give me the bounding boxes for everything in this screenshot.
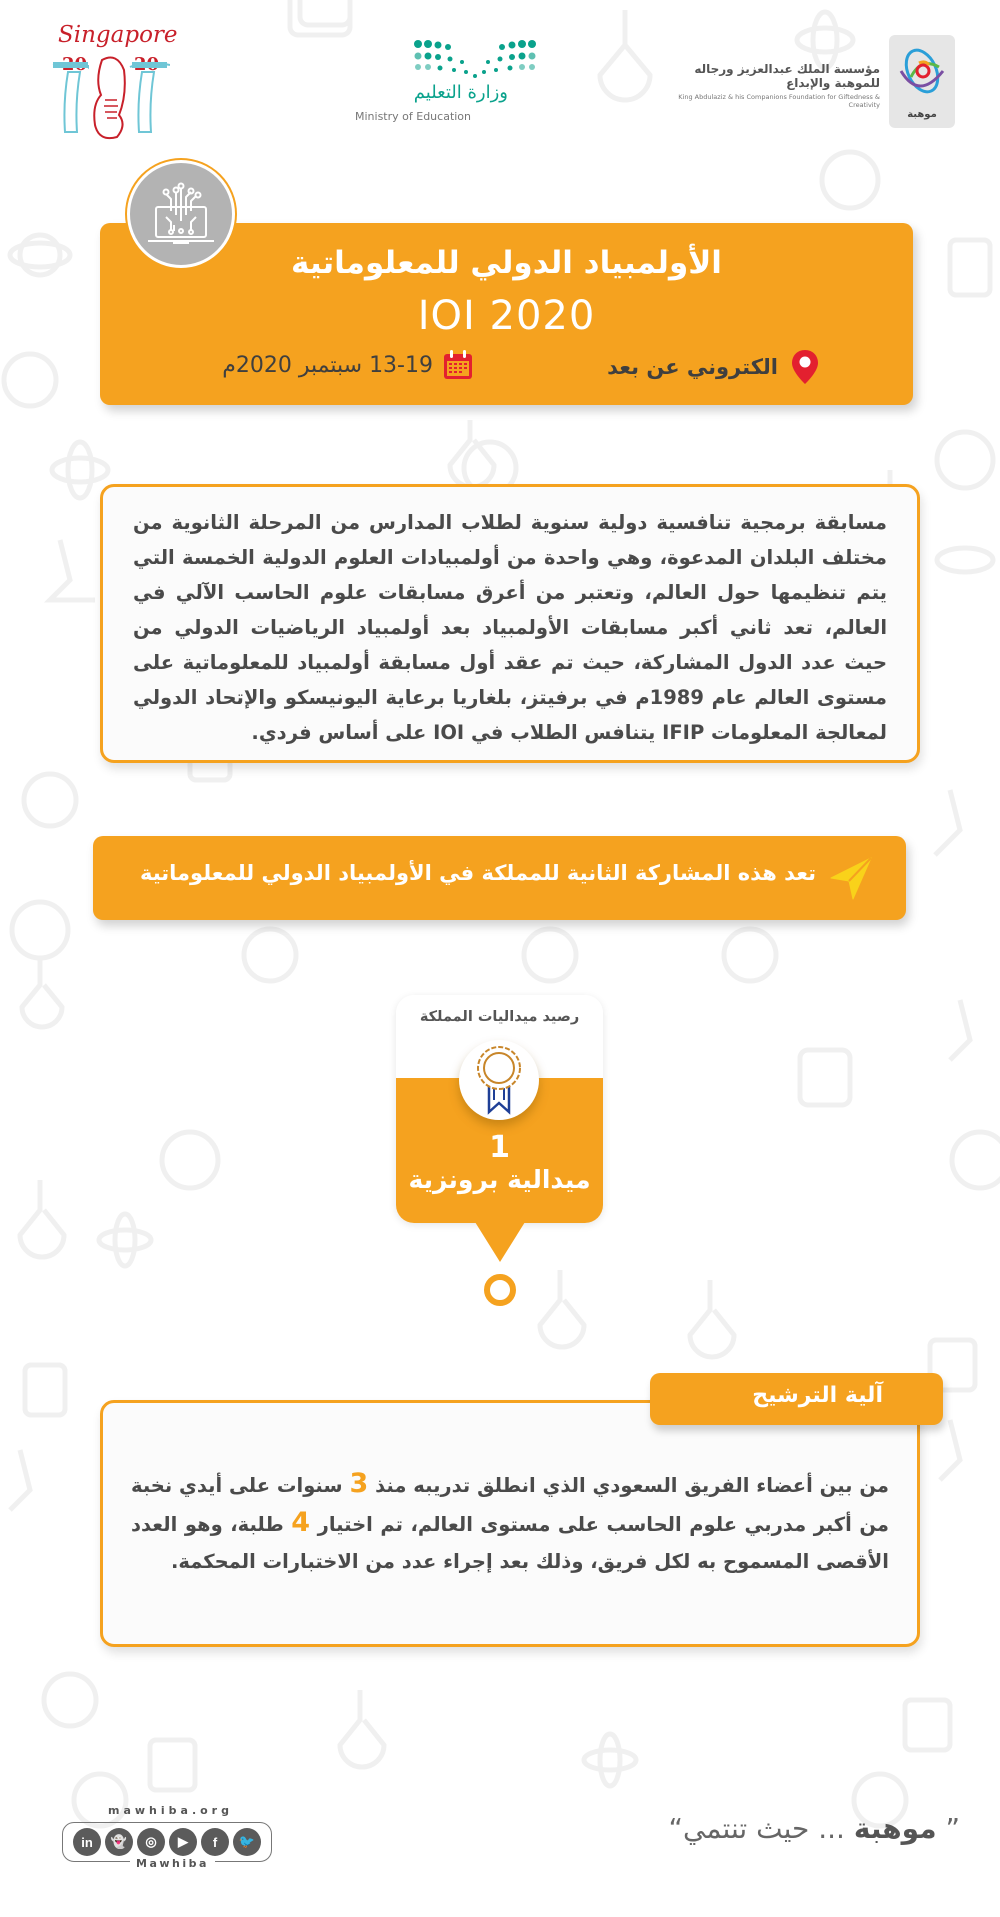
mawhiba-logo: موهبة bbox=[889, 35, 955, 128]
participation-banner bbox=[93, 836, 906, 920]
timeline-ring bbox=[484, 1274, 516, 1306]
nomination-card bbox=[100, 1400, 920, 1647]
medal-ribbon-icon bbox=[459, 1040, 539, 1120]
calendar-icon bbox=[443, 350, 473, 380]
foundation-logo-text: مؤسسة الملك عبدالعزيز ورجاله للموهبة والإبداع King Abdulaziz & his Companions Foundation for Giftedness & Creativity bbox=[678, 62, 880, 109]
social-handle: Mawhiba bbox=[130, 1857, 215, 1870]
merlion-icon bbox=[50, 20, 170, 140]
students-highlight: 4 bbox=[291, 1507, 311, 1538]
snapchat-icon[interactable]: 👻 bbox=[105, 1828, 133, 1856]
event-date: 13-19 سبتمبر 2020م bbox=[222, 350, 473, 380]
linkedin-icon[interactable]: in bbox=[73, 1828, 101, 1856]
event-location: الكتروني عن بعد bbox=[607, 350, 818, 384]
medal-type: ميدالية برونزية bbox=[408, 1165, 591, 1194]
website-link[interactable]: mawhiba.org bbox=[108, 1804, 233, 1817]
nomination-title: آلية الترشيح bbox=[752, 1383, 883, 1408]
event-title: الأولمبياد الدولي للمعلوماتية bbox=[291, 245, 722, 281]
description-text: مسابقة برمجية تنافسية دولية سنوية لطلاب المدارس من المرحلة الثانوية من مختلف البلدان المدعوة، وهي واحدة من أولمبيادات العلوم الدولية الخمسة التي يتم تنظيمها حول العالم، وتعتبر من أعرق مسابقات علوم الحاسب الآلي في العالم، تعد ثاني أكبر مسابقات الأولمبياد بعد أولمبياد الرياضيات الدولي من حيث عدد الدول المشاركة، حيث تم عقد أول مسابقة أولمبياد للمعلوماتية على مستوى العالم عام 1989م في برفيتز، بلغاريا برعاية اليونيسكو والإتحاد الدولي لمعالجة المعلومات IFIP يتنافس الطلاب في IOI على أساس فردي. bbox=[133, 511, 887, 744]
map-pin-icon bbox=[792, 350, 818, 384]
twitter-icon[interactable]: 🐦 bbox=[233, 1828, 261, 1856]
medal-count: 1 bbox=[489, 1130, 510, 1165]
ministry-of-education-logo: وزارة التعليم Ministry of Education bbox=[350, 38, 530, 128]
event-subtitle: IOI 2020 bbox=[417, 293, 596, 339]
singapore-2020-logo: Singapore 20 20 bbox=[50, 20, 170, 140]
event-header-card bbox=[100, 223, 913, 405]
instagram-icon[interactable]: ◎ bbox=[137, 1828, 165, 1856]
facebook-icon[interactable]: f bbox=[201, 1828, 229, 1856]
description-card bbox=[100, 484, 920, 763]
medals-pointer bbox=[475, 1222, 525, 1262]
ministry-dots-icon bbox=[410, 38, 540, 80]
years-highlight: 3 bbox=[349, 1468, 369, 1499]
emblem-circle bbox=[127, 160, 235, 268]
medal-badge bbox=[459, 1040, 539, 1120]
nomination-text: من بين أعضاء الفريق السعودي الذي انطلق تدريبه منذ 3 سنوات على أيدي نخبة من أكبر مدربي علوم الحاسب على مستوى العالم، تم اختيار 4 طلبة، وهو العدد الأقصى المسموح به لكل فريق، وذلك بعد إجراء عدد من الاختبارات المحكمة. bbox=[131, 1468, 889, 1573]
laptop-circuit-icon bbox=[146, 181, 216, 247]
nomination-title-tab bbox=[650, 1373, 943, 1425]
mawhiba-orbit-icon bbox=[889, 41, 955, 101]
medals-label: رصيد ميداليات المملكة bbox=[419, 1009, 580, 1025]
participation-text: تعد هذه المشاركة الثانية للمملكة في الأولمبياد الدولي للمعلوماتية bbox=[139, 861, 816, 885]
medals-card bbox=[396, 995, 603, 1223]
slogan: ” موهبة ... حيث تنتمي“ bbox=[668, 1812, 960, 1845]
paper-plane-icon bbox=[829, 856, 874, 901]
youtube-icon[interactable]: ▶ bbox=[169, 1828, 197, 1856]
social-links bbox=[62, 1822, 272, 1862]
